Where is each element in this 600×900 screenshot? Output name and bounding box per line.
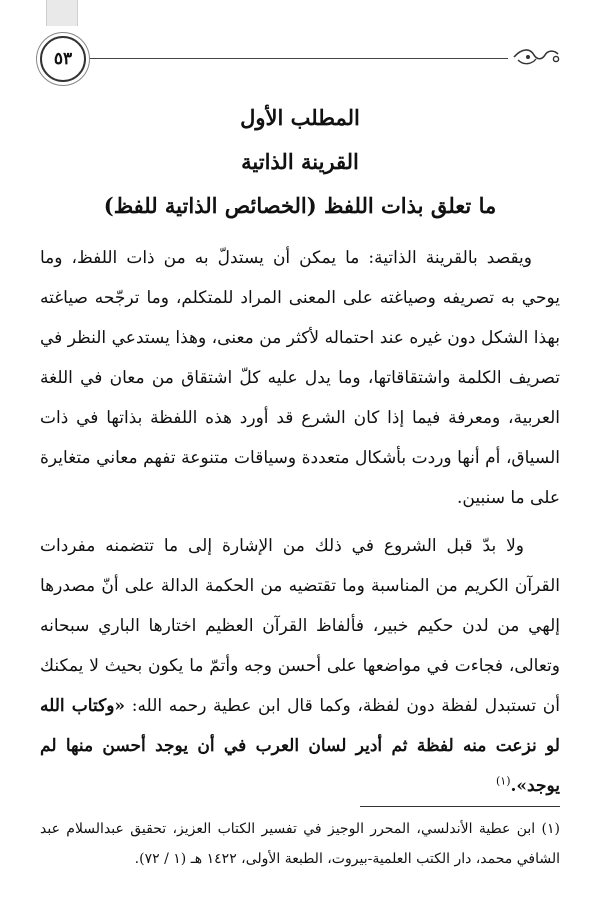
- page-number: ٥٣: [53, 49, 73, 69]
- header-rule: [88, 58, 508, 59]
- paragraph-2-text: ولا بدّ قبل الشروع في ذلك من الإشارة إلى ما تتضمنه مفردات القرآن الكريم من المناسبة وما تقتضيه من الحكمة الدالة على أنّ مصدرها إلهي من لدن حكيم خبير، فألفاظ القرآن العظيم اختارها الباري سبحانه وتعالى، فجاءت في مواضعها على أحسن وجه وأتمّ ما يكون بحيث لا يمكنك أن تستبدل لفظة دون لفظة، وكما قال ابن عطية رحمه الله:: [40, 536, 561, 716]
- paragraph-2: [40, 526, 560, 806]
- bookmark-ribbon: [46, 0, 78, 26]
- body-text: [40, 238, 560, 814]
- footnote-rule: [360, 806, 560, 807]
- headings-block: [40, 96, 560, 228]
- title-heading: القرينة الذاتية: [241, 149, 359, 174]
- footnote: (١) ابن عطية الأندلسي، المحرر الوجيز في تفسير الكتاب العزيز، تحقيق عبدالسلام عبد الشافي محمد، دار الكتب العلمية-بيروت، الطبعة الأولى، ١٤٢٢ هـ (١ / ٧٢).: [40, 821, 560, 867]
- paragraph-1: ويقصد بالقرينة الذاتية: ما يمكن أن يستدلّ به من ذات اللفظ، وما يوحي به تصريفه وصياغته على المعنى المراد للمتكلم، وما ترجّحه صياغته بهذا الشكل دون غيره عند احتماله لأكثر من معنى، وهذا يستدعي النظر في تصريف الكلمة واشتقاقاتها، وما يدل عليه كلّ اشتقاق من معان في اللغة العربية، ومعرفة فيما إذا كان الشرع قد أورد هذه اللفظة بذاتها في ذات السياق، أم أنها وردت بأشكال متعددة وسياقات متنوعة تفهم معاني متغايرة على ما سنبين.: [40, 248, 560, 508]
- section-heading: المطلب الأول: [240, 105, 360, 130]
- subtitle-heading: ما تعلق بذات اللفظ (الخصائص الذاتية للفظ): [103, 193, 497, 218]
- page-number-badge: [40, 36, 86, 82]
- ibn-atiyya-quote: «وكتاب الله لو نزعت منه لفظة ثم أدير لسان العرب في أن يوجد أحسن منها لم يوجد».: [40, 696, 560, 796]
- footnote-reference: (١): [495, 774, 511, 788]
- ornament-icon: [512, 46, 562, 68]
